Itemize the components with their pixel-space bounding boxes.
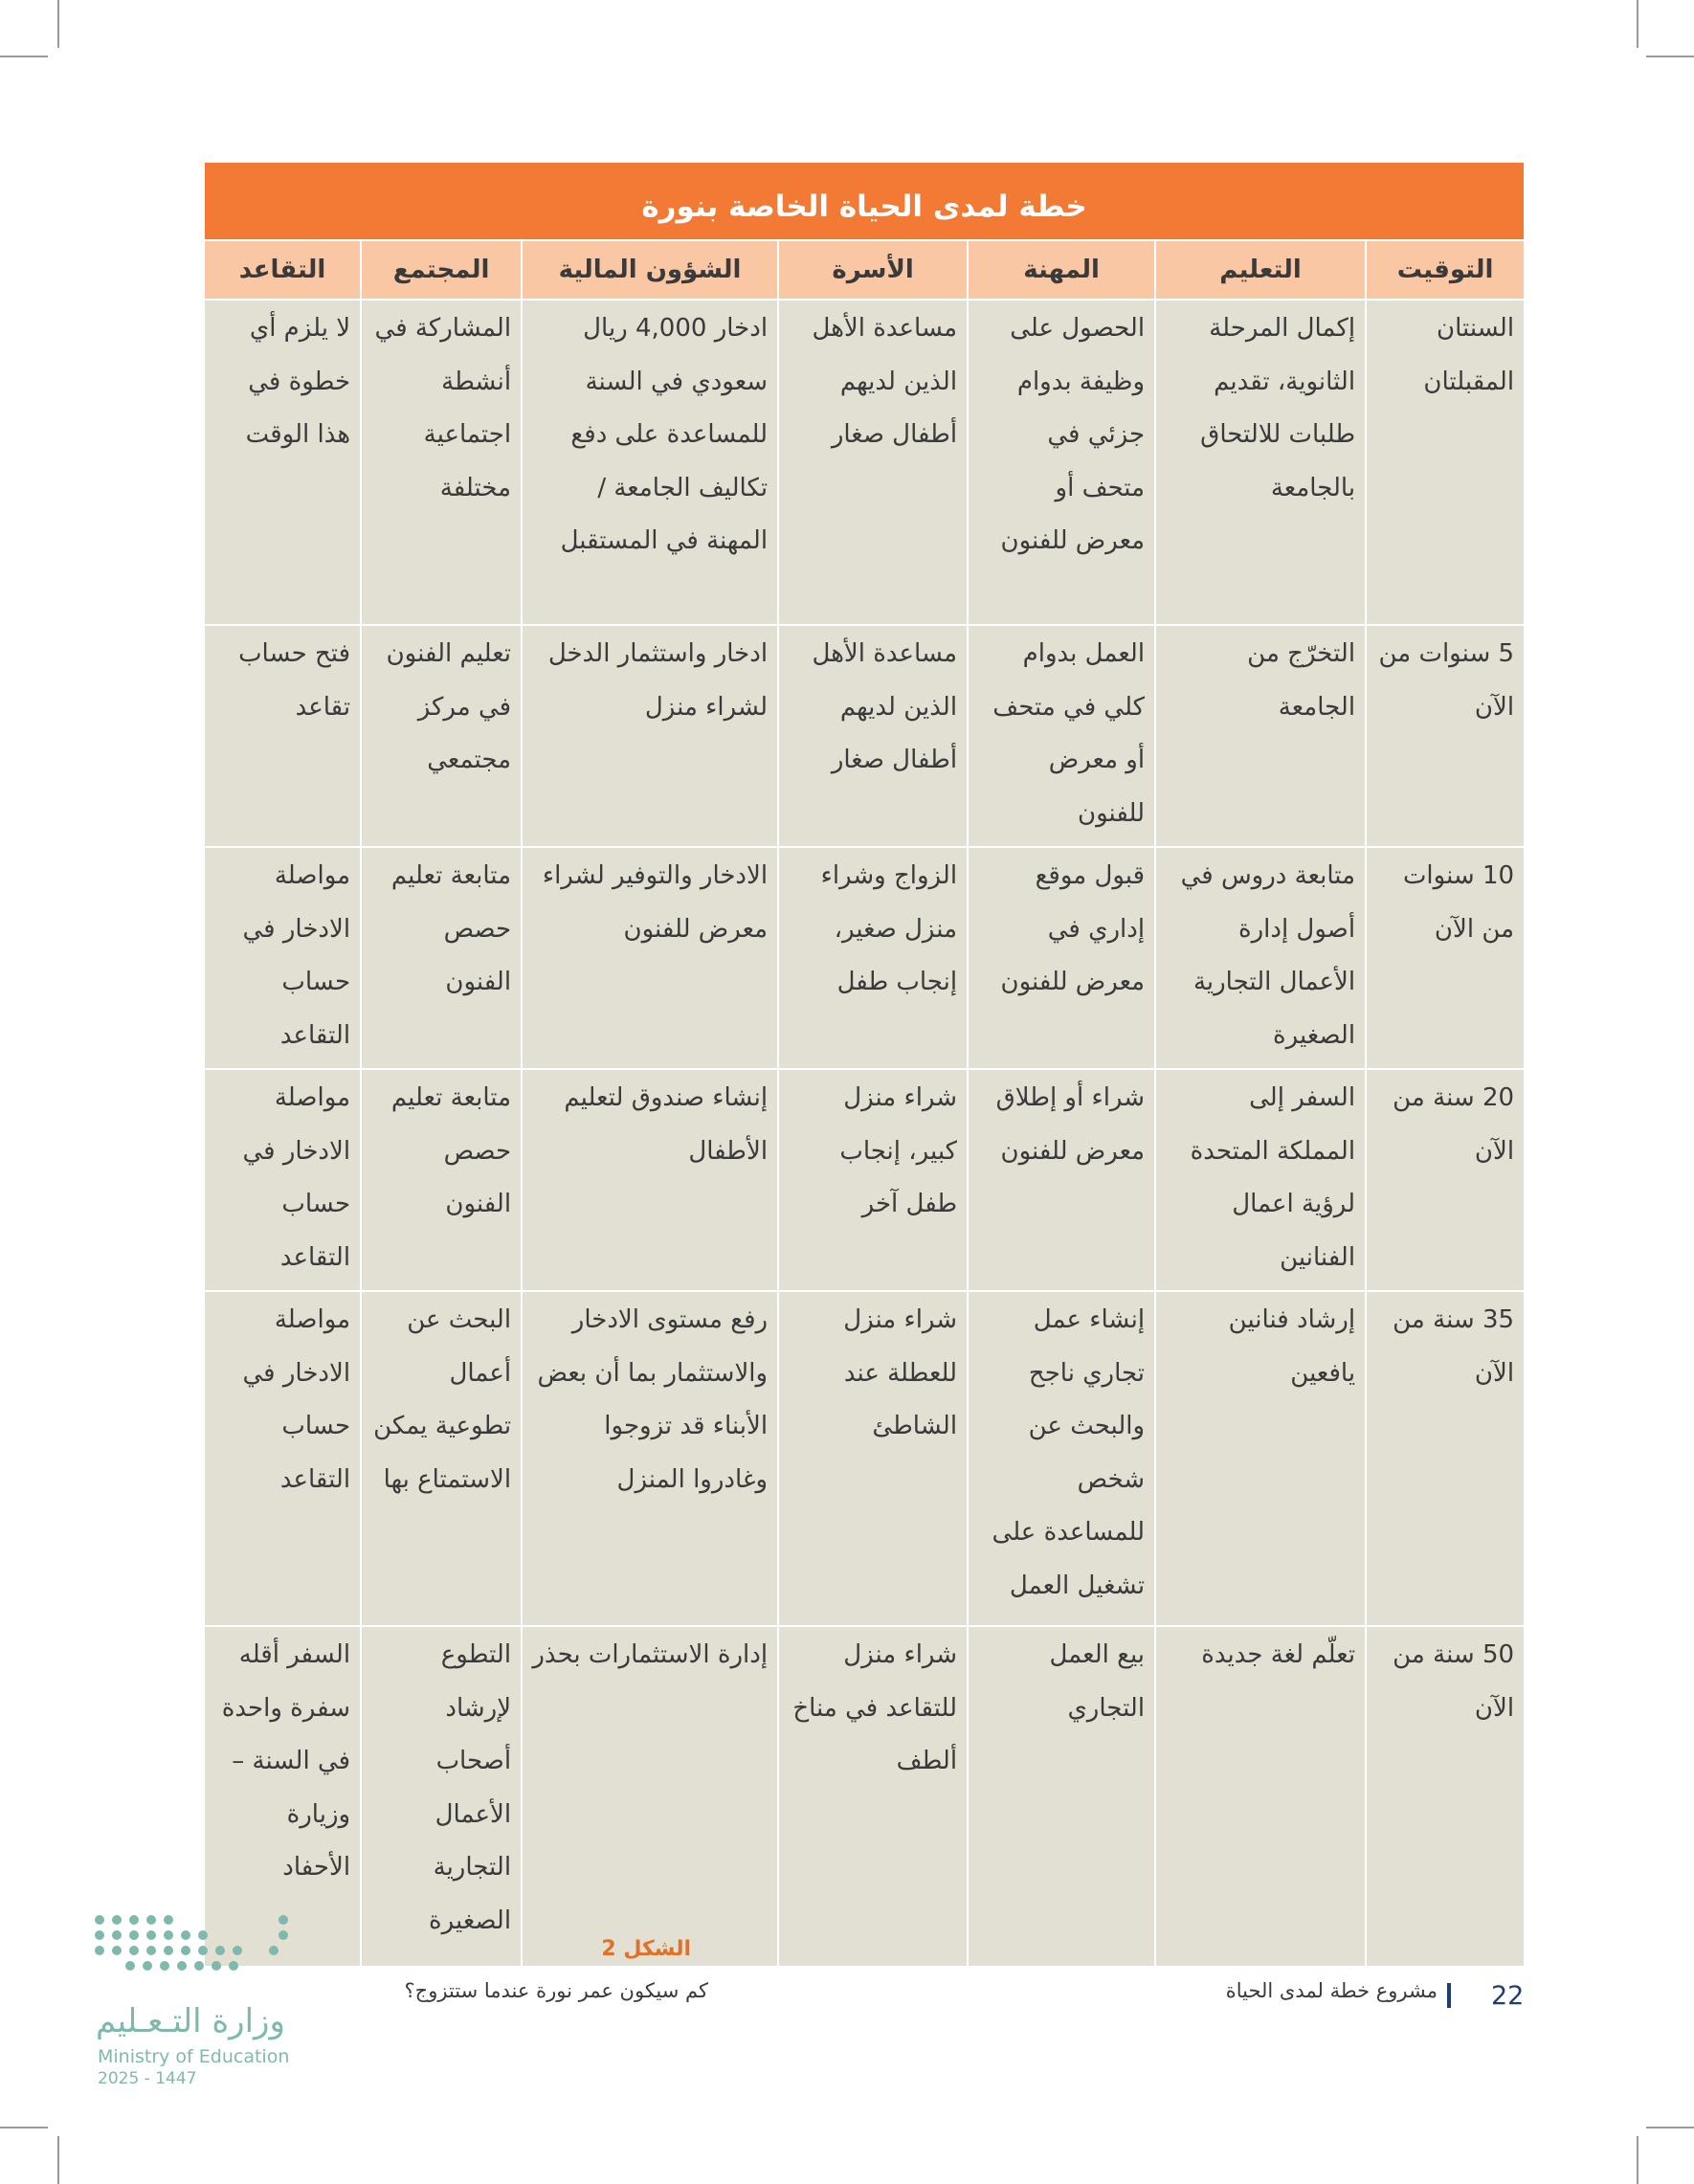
table-cell: شراء منزل للتقاعد في مناخ ألطف (777, 1625, 967, 1966)
column-header: الشؤون المالية (521, 239, 777, 299)
table-cell: قبول موقع إداري في معرض للفنون (967, 846, 1154, 1068)
table-cell: فتح حساب تقاعد (205, 624, 360, 846)
crop-mark (1637, 2136, 1638, 2184)
page-number: 22 (1491, 1981, 1525, 2011)
timing-cell: 10 سنوات من الآن (1365, 846, 1524, 1068)
table-row (205, 1290, 1524, 1625)
figure-label: الشكل 2 (601, 1937, 691, 1961)
crop-mark (0, 2127, 48, 2128)
table-cell: الزواج وشراء منزل صغير، إنجاب طفل (777, 846, 967, 1068)
table-cell: المشاركة في أنشطة اجتماعية مختلفة (360, 299, 521, 624)
ministry-logo-arabic: وزارة التـعـليم (96, 2002, 285, 2040)
column-header: المهنة (967, 239, 1154, 299)
table-cell: التطوع لإرشاد أصحاب الأعمال التجارية الصغيرة (360, 1625, 521, 1966)
table-cell: شراء منزل كبير، إنجاب طفل آخر (777, 1068, 967, 1290)
table-cell: البحث عن أعمال تطوعية يمكن الاستمتاع بها (360, 1290, 521, 1625)
table-row (205, 624, 1524, 846)
table-cell: بيع العمل التجاري (967, 1625, 1154, 1966)
figure-question: كم سيكون عمر نورة عندما ستتزوج؟ (404, 1979, 708, 2002)
table-cell: السفر إلى المملكة المتحدة لرؤية اعمال الفنانين (1154, 1068, 1365, 1290)
ministry-logo-year: 2025 - 1447 (98, 2069, 197, 2088)
timing-cell: 35 سنة من الآن (1365, 1290, 1524, 1625)
table-cell: الحصول على وظيفة بدوام جزئي في متحف أو معرض للفنون (967, 299, 1154, 624)
table-cell: لا يلزم أي خطوة في هذا الوقت (205, 299, 360, 624)
crop-mark (0, 56, 48, 57)
table-cell: مواصلة الادخار في حساب التقاعد (205, 1068, 360, 1290)
table-cell: تعلّم لغة جديدة (1154, 1625, 1365, 1966)
footer-divider (1447, 1983, 1451, 2008)
table-cell: الادخار والتوفير لشراء معرض للفنون (521, 846, 777, 1068)
crop-mark (1637, 0, 1638, 48)
table-row (205, 299, 1524, 624)
column-header: المجتمع (360, 239, 521, 299)
table-cell: شراء منزل للعطلة عند الشاطئ (777, 1290, 967, 1625)
table-cell: إكمال المرحلة الثانوية، تقديم طلبات للالتحاق بالجامعة (1154, 299, 1365, 624)
timing-cell: 5 سنوات من الآن (1365, 624, 1524, 846)
table-body (205, 299, 1524, 1966)
timing-cell: 50 سنة من الآن (1365, 1625, 1524, 1966)
table-cell: ادخار واستثمار الدخل لشراء منزل (521, 624, 777, 846)
table-cell: مساعدة الأهل الذين لديهم أطفال صغار (777, 299, 967, 624)
table-row (205, 1068, 1524, 1290)
table-cell: متابعة تعليم حصص الفنون (360, 846, 521, 1068)
table-cell: إنشاء عمل تجاري ناجح والبحث عن شخص للمساعدة على تشغيل العمل (967, 1290, 1154, 1625)
table-cell: إنشاء صندوق لتعليم الأطفال (521, 1068, 777, 1290)
table-cell: العمل بدوام كلي في متحف أو معرض للفنون (967, 624, 1154, 846)
table-cell: مواصلة الادخار في حساب التقاعد (205, 1290, 360, 1625)
table-row (205, 846, 1524, 1068)
table-cell: التخرّج من الجامعة (1154, 624, 1365, 846)
table-cell: السفر أقله سفرة واحدة في السنة – وزيارة الأحفاد (205, 1625, 360, 1966)
table-cell: رفع مستوى الادخار والاستثمار بما أن بعض الأبناء قد تزوجوا وغادروا المنزل (521, 1290, 777, 1625)
table-title: خطة لمدى الحياة الخاصة بنورة (205, 163, 1524, 239)
crop-mark (1646, 2127, 1694, 2128)
table-cell: إدارة الاستثمارات بحذر (521, 1625, 777, 1966)
column-header: التوقيت (1365, 239, 1524, 299)
crop-mark (57, 2136, 59, 2184)
table-cell: شراء أو إطلاق معرض للفنون (967, 1068, 1154, 1290)
table-cell: مواصلة الادخار في حساب التقاعد (205, 846, 360, 1068)
table-row (205, 1625, 1524, 1966)
timing-cell: السنتان المقبلتان (1365, 299, 1524, 624)
column-header: التقاعد (205, 239, 360, 299)
table-cell: تعليم الفنون في مركز مجتمعي (360, 624, 521, 846)
crop-mark (1646, 56, 1694, 57)
column-header: التعليم (1154, 239, 1365, 299)
table-cell: متابعة تعليم حصص الفنون (360, 1068, 521, 1290)
crop-mark (57, 0, 59, 48)
column-header: الأسرة (777, 239, 967, 299)
table-cell: متابعة دروس في أصول إدارة الأعمال التجارية الصغيرة (1154, 846, 1365, 1068)
table-cell: ادخار 4,000 ريال سعودي في السنة للمساعدة على دفع تكاليف الجامعة / المهنة في المستقبل (521, 299, 777, 624)
table-cell: مساعدة الأهل الذين لديهم أطفال صغار (777, 624, 967, 846)
table-cell: إرشاد فنانين يافعين (1154, 1290, 1365, 1625)
lifetime-plan-table (205, 163, 1524, 1966)
table-header-row (205, 239, 1524, 299)
timing-cell: 20 سنة من الآن (1365, 1068, 1524, 1290)
footer-page-title: مشروع خطة لمدى الحياة (1225, 1979, 1438, 2002)
ministry-logo-english: Ministry of Education (98, 2046, 290, 2067)
